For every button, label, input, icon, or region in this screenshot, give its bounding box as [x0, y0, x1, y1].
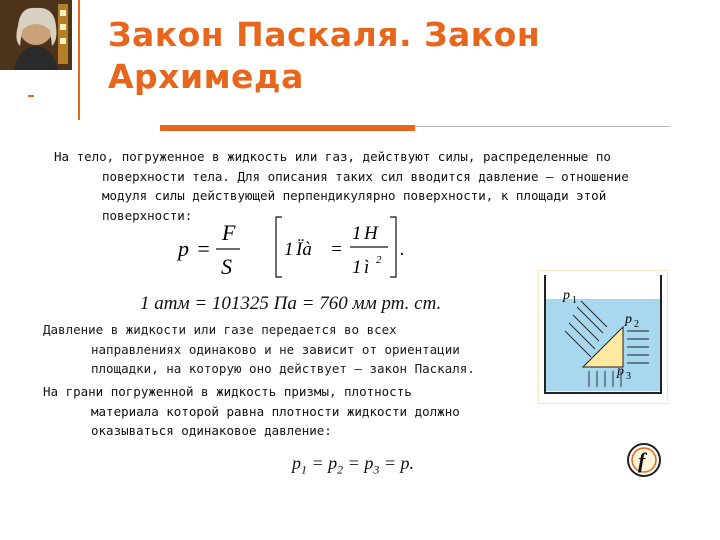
slide-title [108, 14, 608, 98]
formula-lhs: p [178, 236, 189, 261]
title-underline-rule [415, 126, 670, 127]
unit-one-den: 1 [352, 257, 362, 278]
unit-num: H [364, 223, 378, 244]
pressure-formula [176, 218, 246, 280]
paragraph-line: направлениях одинаково и не зависит от ориентации [91, 341, 460, 357]
unit-dot: . [400, 239, 405, 260]
badge-letter: f [638, 448, 646, 473]
eq-sign: = [343, 453, 365, 473]
eq-p: p. [400, 453, 414, 473]
paragraph-line: площадки, на которую оно действует – закон Паскаля. [91, 361, 475, 376]
vertical-accent-line [78, 0, 80, 120]
formula-den: S [221, 254, 232, 279]
eq-sign: = [307, 453, 329, 473]
paragraph-prism [43, 382, 513, 441]
paragraph-line: модуля силы действующей перпендикулярно поверхности, к площади этой [102, 188, 607, 203]
unit-a: Ïà [296, 239, 312, 260]
eq-p2: p [328, 453, 338, 473]
unit-eq: = [330, 239, 343, 260]
unit-exp: 2 [376, 254, 382, 266]
paragraph-line: Давление в жидкости или газе передается во всех [43, 322, 397, 337]
eq-sub3: 3 [373, 462, 380, 477]
paragraph-line: оказываться одинаковое давление: [91, 423, 332, 438]
horizontal-accent-tick [28, 95, 34, 97]
atmosphere-conversion: 1 атм = 101325 Па = 760 мм рт. ст. [140, 293, 442, 314]
p3-sub: 3 [626, 371, 631, 382]
unit-formula [272, 215, 412, 281]
portrait-image [0, 0, 72, 70]
paragraph-pascal-law [43, 320, 513, 379]
prism-diagram [538, 270, 668, 404]
p1-label: p [563, 288, 570, 303]
water-fill [545, 299, 661, 391]
unit-one-a: 1 [284, 239, 294, 260]
p2-label: p [625, 312, 632, 327]
formula-eq: = [196, 236, 211, 261]
p3-label: p [617, 364, 624, 379]
eq-sign: = [379, 453, 401, 473]
eq-p1: p [292, 453, 301, 473]
equal-pressures-formula [292, 453, 414, 478]
eq-sub2: 2 [337, 462, 344, 477]
title-line-1: Закон Паскаля. Закон [108, 15, 541, 54]
paragraph-line: поверхности: [102, 207, 193, 223]
p2-sub: 2 [634, 319, 639, 330]
unit-one-num: 1 [352, 223, 362, 244]
paragraph-pressure-definition [54, 147, 662, 225]
formula-num: F [222, 220, 236, 245]
function-badge-icon [626, 442, 662, 478]
p1-sub: 1 [572, 295, 577, 306]
paragraph-line: материала которой равна плотности жидкости должно [91, 403, 460, 419]
paragraph-line: поверхности тела. Для описания таких сил вводится давление – отношение [102, 168, 629, 184]
eq-sub1: 1 [301, 462, 307, 477]
title-underline-bar [160, 125, 415, 131]
unit-den: ì [364, 257, 370, 278]
paragraph-line: На тело, погруженное в жидкость или газ, действуют силы, распределенные по [54, 149, 611, 164]
paragraph-line: На грани погруженной в жидкость призмы, плотность [43, 384, 412, 399]
title-line-2: Архимеда [108, 57, 304, 96]
eq-p3: p [364, 453, 374, 473]
